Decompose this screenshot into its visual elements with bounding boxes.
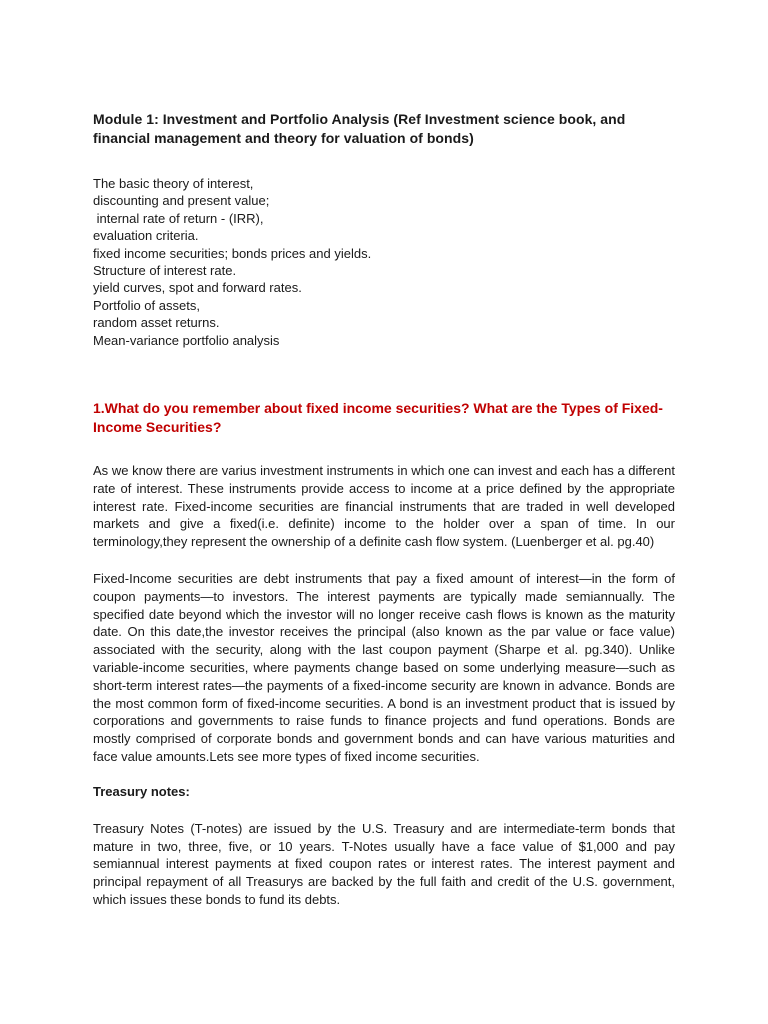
topic-item: The basic theory of interest, xyxy=(93,176,254,191)
topic-item: evaluation criteria. xyxy=(93,228,199,244)
document-page xyxy=(93,110,675,926)
topic-item: Mean-variance portfolio analysis xyxy=(93,332,280,348)
paragraph-treasury-notes: Treasury Notes (T-notes) are issued by the U.S. Treasury and are intermediate-term bonds that mature in two, three, five, or 10 years. T-Notes usually have a face value of $1,000 and pay semiannual interest payments at fixed coupon rates or interest rates. The interest payment and principal repayment of all Treasurys are backed by the full faith and credit of the U.S. government, which issues these bonds to fund its debts. xyxy=(93,820,675,907)
module-title: Module 1: Investment and Portfolio Analysis (Ref Investment science book, and financial management and theory for valuation of bonds) xyxy=(93,111,626,146)
topic-item: Structure of interest rate. xyxy=(93,263,237,279)
topic-item: internal rate of return - (IRR), xyxy=(93,210,264,226)
topic-item: yield curves, spot and forward rates. xyxy=(93,280,302,296)
topic-item: fixed income securities; bonds prices and yields. xyxy=(93,245,372,261)
topic-item: Portfolio of assets, xyxy=(93,297,200,313)
subheading-treasury-notes: Treasury notes: xyxy=(93,783,190,799)
topic-list xyxy=(93,175,675,349)
paragraph-fixed-income: Fixed-Income securities are debt instruments that pay a fixed amount of interest—in the form of coupon payments—to investors. The interest payments are typically made semiannually. The specified date beyond which the investor will no longer receive cash flows is known as the maturity date. On this date,the investor receives the principal (also known as the par value or face value) associated with the security, along with the last coupon payment (Sharpe et al. pg.340). Unlike variable-income securities, where payments change based on some underlying measure—such as short-term interest rates—the payments of a fixed-income security are known in advance. Bonds are the most common form of fixed-income securities. A bond is an investment product that is issued by corporations and governments to raise funds to finance projects and fund operations. Bonds are mostly comprised of corporate bonds and government bonds and can have various maturities and face value amounts.Lets see more types of fixed income securities. xyxy=(93,571,675,765)
topic-item: random asset returns. xyxy=(93,315,220,331)
question-heading: 1.What do you remember about fixed income securities? What are the Types of Fixed-Income Securities? xyxy=(93,400,663,436)
topic-item: discounting and present value; xyxy=(93,193,270,209)
paragraph-intro: As we know there are varius investment instruments in which one can invest and each has a different rate of interest. These instruments provide access to income at a price defined by the appropriate interest rate. Fixed-income securities are financial instruments that are traded in well developed markets and give a fixed(i.e. definite) income to the holder over a span of time. In our terminology,they represent the ownership of a definite cash flow system. (Luenberger et al. pg.40) xyxy=(93,463,675,550)
